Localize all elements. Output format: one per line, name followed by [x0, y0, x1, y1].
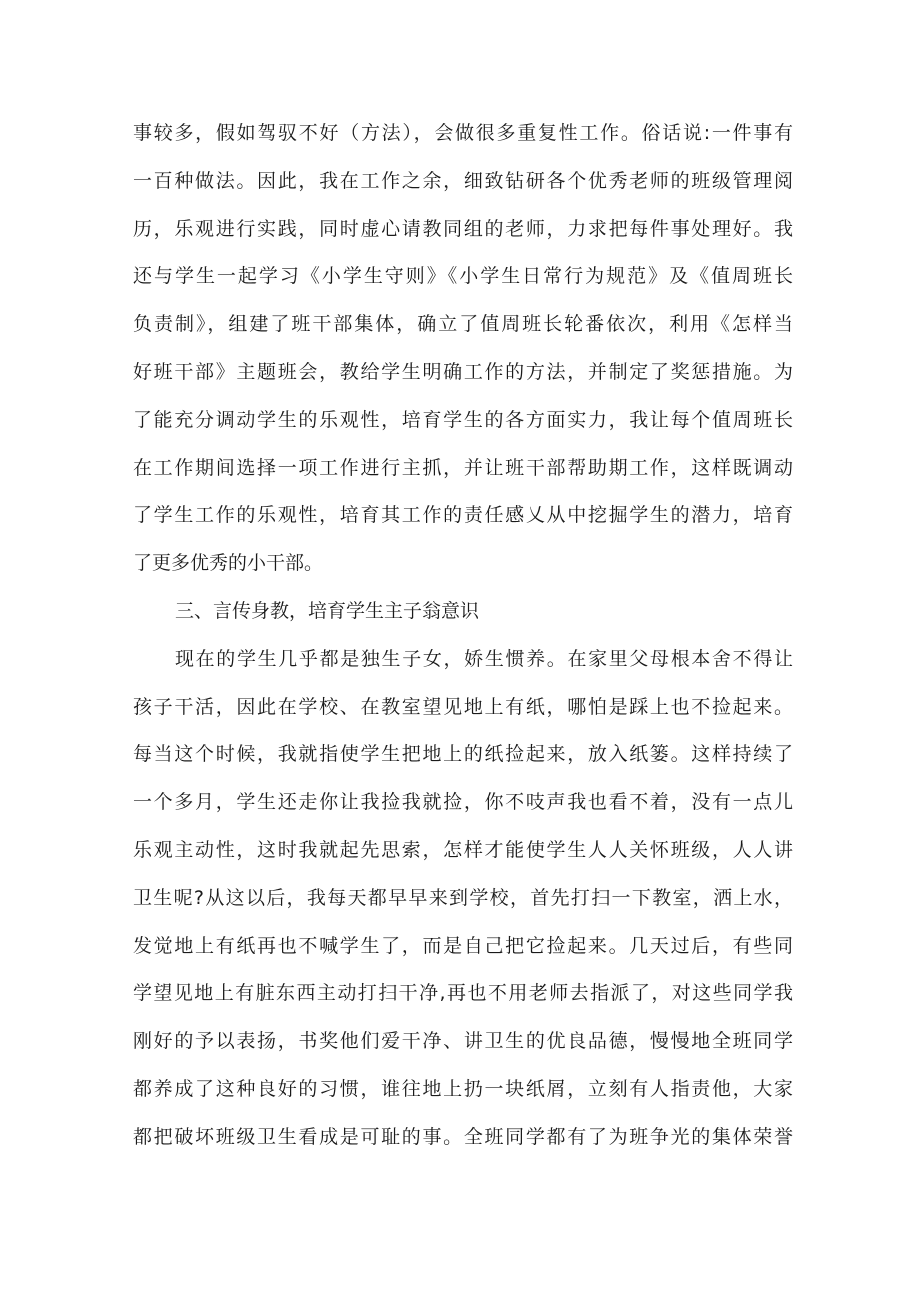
text-line: 事较多，假如驾驭不好（方法），会做很多重复性工作。俗话说:一件事有	[133, 122, 793, 144]
text-line: 好班干部》主题班会，教给学生明确工作的方法，并制定了奖惩措施。为	[133, 360, 793, 383]
text-line: 乐观主动性，这时我就起先思索，怎样才能使学生人人关怀班级，人人讲	[133, 838, 793, 861]
text-line: 卫生呢?从这以后，我每天都早早来到学校，首先打扫一下教室，洒上水，	[133, 886, 793, 909]
text-line: 学望见地上有脏东西主动打扫干净,再也不用老师去指派了，对这些同学我	[133, 982, 793, 1005]
text-line: 都把破坏班级卫生看成是可耻的事。全班同学都有了为班争光的集体荣誉	[133, 1125, 793, 1148]
text-line: 负责制》，组建了班干部集体，确立了值周班长轮番依次，利用《怎样当	[133, 313, 793, 336]
text-line: 刚好的予以表扬，书奖他们爱干净、讲卫生的优良品德，慢慢地全班同学	[133, 1030, 793, 1053]
text-line: 还与学生一起学习《小学生守则》《小学生日常行为规范》及《值周班长	[133, 265, 793, 288]
text-line: 发觉地上有纸再也不喊学生了，而是自己把它捡起来。几天过后，有些同	[133, 934, 793, 957]
text-line: 一百种做法。因此，我在工作之余，细致钻研各个优秀老师的班级管理阅	[133, 169, 793, 192]
text-line: 每当这个时候，我就指使学生把地上的纸捡起来，放入纸篓。这样持续了	[133, 743, 793, 766]
text-line: 孩子干活，因此在学校、在教室望见地上有纸，哪怕是踩上也不捡起来。	[133, 695, 793, 718]
section-heading: 三、言传身教，培育学生主子翁意识	[175, 599, 480, 622]
text-line: 了更多优秀的小干部。	[133, 552, 324, 575]
text-line: 一个多月，学生还走你让我捡我就捡，你不吱声我也看不着，没有一点儿	[133, 791, 793, 814]
text-line: 都养成了这种良好的习惯，谁往地上扔一块纸屑，立刻有人指责他，大家	[133, 1077, 793, 1100]
text-line: 在工作期间选择一项工作进行主抓，并让班干部帮助期工作，这样既调动	[133, 456, 793, 479]
text-line: 了能充分调动学生的乐观性，培育学生的各方面实力，我让每个值周班长	[133, 408, 793, 431]
document-body-text	[133, 110, 793, 1162]
text-line: 了学生工作的乐观性，培育其工作的责任感乂从中挖掘学生的潜力，培育	[133, 504, 793, 527]
text-line: 现在的学生几乎都是独生子女，娇生惯养。在家里父母根本舍不得让	[175, 647, 793, 670]
text-line: 历，乐观进行实践，同时虚心请教同组的老师，力求把每件事处理好。我	[133, 217, 793, 240]
